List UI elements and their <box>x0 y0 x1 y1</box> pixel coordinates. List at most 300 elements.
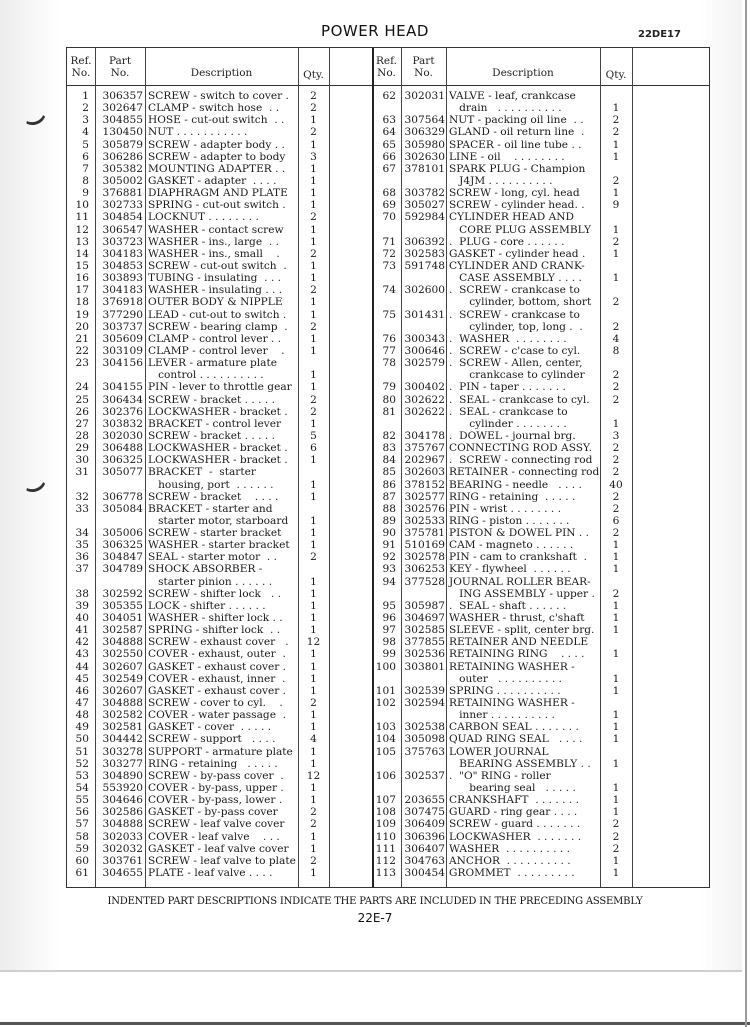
quantity: 1 <box>310 684 317 697</box>
ref-number: 31 <box>75 466 89 479</box>
ref-number: 106 <box>375 769 396 782</box>
table-row <box>372 139 711 151</box>
ref-number: 68 <box>382 187 396 200</box>
table-row <box>372 345 711 357</box>
table-row <box>372 673 711 685</box>
part-description: SPRING . . . . . . . . . . <box>449 684 561 697</box>
part-number: 304789 <box>102 563 143 576</box>
part-description: SPACER - oil line tube . . <box>449 138 582 151</box>
quantity: 1 <box>310 308 317 321</box>
quantity: 1 <box>310 672 317 685</box>
part-number: 302550 <box>102 648 143 661</box>
part-number: 304888 <box>102 697 143 710</box>
part-description: SCREW - cut-out switch . <box>148 259 287 272</box>
part-number: 302586 <box>102 806 143 819</box>
ref-number: 76 <box>382 332 396 345</box>
quantity: 1 <box>612 648 620 661</box>
quantity: 2 <box>310 405 317 418</box>
part-number: 304855 <box>102 114 143 127</box>
part-number: 305879 <box>102 138 143 151</box>
ref-number: 71 <box>382 235 396 248</box>
part-description: ING ASSEMBLY - upper . <box>449 587 595 600</box>
table-row <box>372 187 711 199</box>
section-code: 22DE17 <box>638 29 681 40</box>
ref-number: 1 <box>82 90 89 102</box>
part-description: LOCKWASHER - bracket . <box>148 454 288 467</box>
table-row <box>67 806 372 818</box>
quantity: 1 <box>310 223 317 236</box>
ref-number: 42 <box>75 636 89 649</box>
part-number: 377290 <box>102 308 143 321</box>
ref-number: 87 <box>382 490 396 503</box>
ref-number: 39 <box>75 599 89 612</box>
quantity: 1 <box>612 272 620 285</box>
part-description: HOSE - cut-out switch . . <box>148 114 285 127</box>
table-row <box>67 369 372 381</box>
part-description: GASKET - cover . . . . . <box>148 721 272 734</box>
table-row <box>67 139 372 151</box>
ref-number: 37 <box>75 563 89 576</box>
ref-number: 26 <box>75 405 89 418</box>
table-row <box>372 818 711 830</box>
quantity: 2 <box>310 393 317 406</box>
ref-number: 28 <box>75 429 89 442</box>
ref-number: 23 <box>75 357 89 370</box>
part-description: drain . . . . . . . . . . <box>449 102 562 115</box>
ref-number: 80 <box>382 393 396 406</box>
table-row <box>67 551 372 563</box>
part-description: COVER - exhaust, outer . <box>148 648 286 661</box>
part-number: 378101 <box>404 162 445 175</box>
ref-number: 9 <box>82 187 89 200</box>
ref-number: 90 <box>382 527 396 540</box>
part-description: GASKET - adapter . . . . <box>148 174 277 187</box>
part-description: J4JM . . . . . . . . . . <box>449 174 553 187</box>
part-description: COVER - leaf valve . . . <box>148 830 280 843</box>
quantity: 1 <box>612 247 620 260</box>
table-row <box>372 381 711 393</box>
ref-number: 11 <box>75 211 89 224</box>
quantity: 1 <box>310 490 317 503</box>
part-description: VALVE - leaf, crankcase <box>449 90 576 102</box>
table-row <box>372 126 711 138</box>
quantity: 2 <box>310 126 317 139</box>
part-description: BEARING ASSEMBLY . . <box>449 757 591 770</box>
part-description: RETAINING WASHER - <box>449 697 575 710</box>
quantity: 9 <box>612 199 620 212</box>
table-row <box>372 321 711 333</box>
table-row <box>67 515 372 527</box>
part-description: GASKET - by-pass cover <box>148 806 278 819</box>
quantity: 1 <box>310 272 317 285</box>
table-row <box>372 551 711 563</box>
ref-number: 74 <box>382 284 396 297</box>
quantity: 2 <box>612 126 620 139</box>
table-row <box>372 685 711 697</box>
part-number: 305609 <box>102 332 143 345</box>
part-description: GASKET - exhaust cover . <box>148 660 287 673</box>
quantity: 40 <box>609 478 623 491</box>
part-number: 304888 <box>102 818 143 831</box>
part-description: LOCKWASHER . . . . . . . <box>449 830 582 843</box>
quantity: 1 <box>310 187 317 200</box>
ref-number: 92 <box>382 551 396 564</box>
part-number: 302033 <box>102 830 143 843</box>
quantity: 2 <box>310 102 317 115</box>
part-description: GASKET - leaf valve cover <box>148 842 289 855</box>
part-description: LEAD - cut-out to switch . <box>148 308 287 321</box>
part-number: 302376 <box>102 405 143 418</box>
part-number: 304655 <box>102 867 143 879</box>
ref-number: 82 <box>382 429 396 442</box>
quantity: 1 <box>310 138 317 151</box>
part-number: 300454 <box>404 867 445 879</box>
ref-number: 41 <box>75 624 89 637</box>
table-row <box>67 867 372 879</box>
table-row <box>372 114 711 126</box>
ref-number: 45 <box>75 672 89 685</box>
quantity: 12 <box>306 636 321 649</box>
table-row <box>372 782 711 794</box>
header-part-left: Part No. <box>108 54 132 79</box>
ref-number: 85 <box>382 466 396 479</box>
quantity: 1 <box>310 587 317 600</box>
table-row <box>67 624 372 636</box>
table-row <box>372 539 711 551</box>
table-row <box>372 527 711 539</box>
table-row <box>67 442 372 454</box>
table-row <box>67 199 372 211</box>
quantity: 2 <box>310 818 317 831</box>
table-row <box>372 224 711 236</box>
table-row <box>372 102 711 114</box>
part-description: SCREW - shifter lock . . <box>148 587 282 600</box>
quantity: 1 <box>310 199 317 212</box>
ref-number: 66 <box>382 150 396 163</box>
table-row <box>372 746 711 758</box>
ref-number: 78 <box>382 357 396 370</box>
quantity: 4 <box>612 332 620 345</box>
quantity: 2 <box>310 211 317 224</box>
part-description: . PIN - taper . . . . . . . <box>449 381 566 394</box>
part-number: 302630 <box>404 150 445 163</box>
table-row <box>67 479 372 491</box>
part-number: 306325 <box>102 454 143 467</box>
table-row <box>372 418 711 430</box>
table-row <box>67 673 372 685</box>
part-number: 306434 <box>102 393 143 406</box>
ref-number: 89 <box>382 514 396 527</box>
part-description: LOCKNUT . . . . . . . . <box>148 211 259 224</box>
table-row <box>372 770 711 782</box>
table-row <box>67 636 372 648</box>
part-description: SCREW - leaf valve cover <box>148 818 285 831</box>
table-row <box>67 260 372 272</box>
ref-number: 59 <box>75 842 89 855</box>
part-number: 300402 <box>404 381 445 394</box>
part-description: SCREW - switch to cover . <box>148 90 289 102</box>
ref-number: 56 <box>75 806 89 819</box>
part-number: 302581 <box>102 721 143 734</box>
part-number: 304183 <box>102 284 143 297</box>
ref-number: 108 <box>375 806 396 819</box>
table-row <box>372 843 711 855</box>
header-qty-left: Qty. <box>303 69 324 81</box>
part-number: 306286 <box>102 150 143 163</box>
part-description: RING - piston . . . . . . . <box>449 514 570 527</box>
part-number: 306547 <box>102 223 143 236</box>
table-row <box>67 224 372 236</box>
quantity: 2 <box>612 490 620 503</box>
part-description: WASHER - contact screw <box>148 223 284 236</box>
ref-number: 19 <box>75 308 89 321</box>
ref-number: 113 <box>375 867 396 879</box>
part-number: 306488 <box>102 442 143 455</box>
table-row <box>67 321 372 333</box>
table-row <box>372 151 711 163</box>
part-number: 302032 <box>102 842 143 855</box>
part-description: crankcase to cylinder <box>449 369 585 382</box>
part-description: CLAMP - control lever . . <box>148 332 282 345</box>
ref-number: 46 <box>75 684 89 697</box>
table-row <box>372 721 711 733</box>
part-number: 307564 <box>404 114 445 127</box>
quantity: 1 <box>310 527 317 540</box>
quantity: 2 <box>612 114 620 127</box>
ref-number: 43 <box>75 648 89 661</box>
ref-number: 6 <box>82 150 89 163</box>
part-description: PIN - cam to crankshaft . <box>449 551 587 564</box>
table-row <box>372 90 711 102</box>
part-number: 302585 <box>404 624 445 637</box>
table-row <box>372 394 711 406</box>
part-description: SCREW - cylinder head. . <box>449 199 585 212</box>
part-description: LOCKWASHER - bracket . <box>148 405 288 418</box>
part-number: 304847 <box>102 551 143 564</box>
ref-number: 30 <box>75 454 89 467</box>
part-description: WASHER - ins., small . <box>148 247 280 260</box>
quantity: 2 <box>310 284 317 297</box>
part-number: 304156 <box>102 357 143 370</box>
part-description: starter pinion . . . . . . <box>148 575 273 588</box>
quantity: 2 <box>612 830 620 843</box>
ref-number: 15 <box>75 259 89 272</box>
ref-number: 73 <box>382 259 396 272</box>
part-description: LOCK - shifter . . . . . . <box>148 599 266 612</box>
part-description: cylinder, bottom, short <box>449 296 592 309</box>
part-description: CLAMP - switch hose . . <box>148 102 280 115</box>
part-description: WASHER - starter bracket <box>148 539 290 552</box>
part-number: 305084 <box>102 502 143 515</box>
table-row <box>67 782 372 794</box>
page-right-edge <box>745 0 747 1027</box>
part-description: SCREW - leaf valve to plate <box>148 854 296 867</box>
quantity: 12 <box>306 769 321 782</box>
part-number: 302536 <box>404 648 445 661</box>
ref-number: 52 <box>75 757 89 770</box>
table-row <box>67 770 372 782</box>
ref-number: 94 <box>382 575 396 588</box>
ref-number: 38 <box>75 587 89 600</box>
ref-number: 103 <box>375 721 396 734</box>
part-number: 302538 <box>404 721 445 734</box>
table-row <box>67 406 372 418</box>
part-description: GUARD - ring gear . . . . <box>449 806 578 819</box>
footnote: INDENTED PART DESCRIPTIONS INDICATE THE PARTS ARE INCLUDED IN THE PRECEDING ASSEMBLY <box>107 896 643 907</box>
part-description: CYLINDER AND CRANK- <box>449 259 585 272</box>
page-bottom-edge <box>0 1022 750 1025</box>
part-description: CORE PLUG ASSEMBLY <box>449 223 592 236</box>
header-part-right: Part No. <box>412 54 435 79</box>
ref-number: 44 <box>75 660 89 673</box>
table-row <box>67 539 372 551</box>
table-row <box>67 418 372 430</box>
part-number: 592984 <box>404 211 445 224</box>
part-number: 553920 <box>102 782 143 795</box>
part-description: GLAND - oil return line . <box>449 126 585 139</box>
part-number: 304051 <box>102 612 143 625</box>
quantity: 2 <box>310 320 317 333</box>
part-description: cylinder . . . . . . . . <box>449 417 567 430</box>
part-description: CRANKSHAFT . . . . . . . <box>449 794 579 807</box>
ref-number: 40 <box>75 612 89 625</box>
part-description: . SEAL - shaft . . . . . . <box>449 599 567 612</box>
ref-number: 21 <box>75 332 89 345</box>
part-description: NUT . . . . . . . . . . . <box>148 126 248 139</box>
part-number: 302537 <box>404 769 445 782</box>
table-row <box>67 163 372 175</box>
quantity: 2 <box>612 527 620 540</box>
part-number: 305002 <box>102 174 143 187</box>
part-number: 304646 <box>102 794 143 807</box>
part-number: 306392 <box>404 235 445 248</box>
table-row <box>372 284 711 296</box>
table-row <box>372 709 711 721</box>
part-number: 303761 <box>102 854 143 867</box>
quantity: 3 <box>612 429 620 442</box>
header-ref-left: Ref. No. <box>70 54 92 79</box>
parts-table <box>66 47 710 888</box>
quantity: 1 <box>310 757 317 770</box>
part-description: TUBING - insulating . . . <box>148 272 282 285</box>
quantity: 1 <box>310 599 317 612</box>
part-description: . WASHER . . . . . . . . <box>449 332 567 345</box>
part-description: cylinder, top, long . . <box>449 320 583 333</box>
part-number: 302576 <box>404 502 445 515</box>
table-row <box>372 612 711 624</box>
ref-number: 24 <box>75 381 89 394</box>
part-number: 591748 <box>404 259 445 272</box>
table-row <box>67 661 372 673</box>
part-number: 302587 <box>102 624 143 637</box>
part-number: 301431 <box>404 308 445 321</box>
part-number: 303277 <box>102 757 143 770</box>
part-number: 302600 <box>404 284 445 297</box>
part-description: LOWER JOURNAL <box>449 745 549 758</box>
table-row <box>67 90 372 102</box>
table-row <box>67 491 372 503</box>
table-row <box>67 296 372 308</box>
part-description: QUAD RING SEAL . . . . <box>449 733 583 746</box>
table-row <box>67 430 372 442</box>
ref-number: 47 <box>75 697 89 710</box>
part-number: 306329 <box>404 126 445 139</box>
table-row <box>67 333 372 345</box>
table-row <box>372 175 711 187</box>
table-row <box>67 236 372 248</box>
part-description: CLAMP - control lever . <box>148 344 285 357</box>
part-number: 303782 <box>404 187 445 200</box>
part-number: 303723 <box>102 235 143 248</box>
ref-number: 112 <box>375 854 396 867</box>
quantity: 2 <box>612 454 620 467</box>
table-row <box>372 648 711 660</box>
part-description: inner . . . . . . . . . . <box>449 709 555 722</box>
quantity: 2 <box>612 381 620 394</box>
part-description: SEAL - starter motor . . <box>148 551 277 564</box>
part-description: CYLINDER HEAD AND <box>449 211 575 224</box>
quantity: 1 <box>310 259 317 272</box>
ref-number: 17 <box>75 284 89 297</box>
quantity: 2 <box>612 393 620 406</box>
ref-number: 57 <box>75 818 89 831</box>
table-row <box>372 794 711 806</box>
table-row <box>372 309 711 321</box>
quantity: 1 <box>310 235 317 248</box>
part-number: 375781 <box>404 527 445 540</box>
ref-number: 12 <box>75 223 89 236</box>
table-row <box>372 406 711 418</box>
quantity: 1 <box>310 782 317 795</box>
part-number: 304697 <box>404 612 445 625</box>
table-row <box>67 357 372 369</box>
quantity: 1 <box>612 417 620 430</box>
ref-number: 34 <box>75 527 89 540</box>
part-number: 377855 <box>404 636 445 649</box>
part-number: 302607 <box>102 684 143 697</box>
part-number: 303893 <box>102 272 143 285</box>
part-description: WASHER - thrust, c'shaft <box>449 612 585 625</box>
table-row <box>372 442 711 454</box>
part-description: COVER - water passage . <box>148 709 287 722</box>
ref-number: 49 <box>75 721 89 734</box>
quantity: 1 <box>310 478 317 491</box>
part-number: 305382 <box>102 162 143 175</box>
part-description: BRACKET - starter <box>148 466 256 479</box>
table-row <box>67 381 372 393</box>
ref-number: 27 <box>75 417 89 430</box>
table-row <box>67 126 372 138</box>
quantity: 1 <box>310 575 317 588</box>
ref-number: 110 <box>375 830 396 843</box>
ref-number: 63 <box>382 114 396 127</box>
quantity: 2 <box>310 90 317 102</box>
ref-number: 3 <box>82 114 89 127</box>
table-row <box>67 503 372 515</box>
quantity: 2 <box>612 587 620 600</box>
part-description: SPRING - shifter lock . . <box>148 624 281 637</box>
part-number: 376918 <box>102 296 143 309</box>
ref-number: 20 <box>75 320 89 333</box>
table-row <box>372 515 711 527</box>
part-description: BEARING - needle . . . . <box>449 478 582 491</box>
part-number: 300343 <box>404 332 445 345</box>
quantity: 1 <box>310 381 317 394</box>
quantity: 1 <box>612 624 620 637</box>
table-row <box>372 199 711 211</box>
part-description: . SCREW - Allen, center, <box>449 357 583 370</box>
table-row <box>372 272 711 284</box>
